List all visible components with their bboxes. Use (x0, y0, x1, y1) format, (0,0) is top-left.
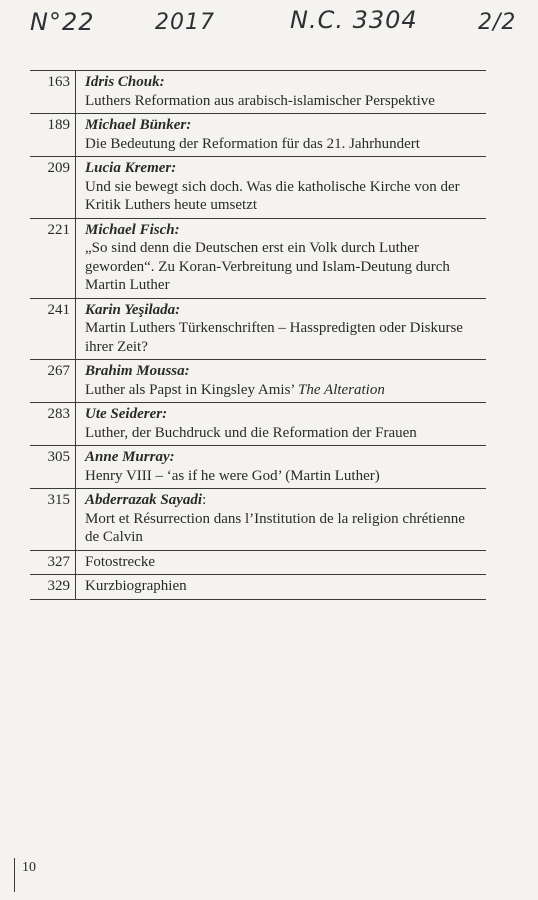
toc-page-number: 163 (30, 71, 76, 113)
toc-title: Kurzbiographien (85, 578, 187, 594)
page-number: 10 (22, 860, 36, 875)
toc-page-number: 315 (30, 489, 76, 550)
toc-entry (76, 219, 486, 298)
toc-title: Fotostrecke (85, 553, 155, 570)
toc-row (30, 551, 486, 576)
toc-title (85, 381, 478, 400)
toc-page-number: 327 (30, 551, 76, 575)
toc-page-number: 329 (30, 575, 76, 599)
toc-row (30, 299, 486, 361)
toc-entry (76, 446, 486, 488)
page-footer (14, 858, 36, 892)
toc-entry (76, 157, 486, 218)
toc-entry (76, 551, 486, 575)
toc-author: Ute Seiderer: (85, 406, 168, 422)
toc-row (30, 489, 486, 551)
handwritten-year: 2017 (155, 10, 215, 35)
toc-author: Lucia Kremer: (85, 160, 177, 176)
toc-title: Die Bedeutung der Reformation für das 21. Jahrhundert (85, 135, 420, 152)
toc-page-number: 283 (30, 403, 76, 445)
toc-row (30, 219, 486, 299)
toc-row (30, 446, 486, 489)
toc-page-number: 189 (30, 114, 76, 156)
toc-title: Luthers Reformation aus arabisch-islamischer Perspektive (85, 92, 435, 109)
toc-entry (76, 403, 486, 445)
toc-row (30, 114, 486, 157)
toc-title-work: The Alteration (298, 381, 385, 398)
handwritten-reference: N.C. 3304 (290, 6, 418, 34)
toc-page-number: 221 (30, 219, 76, 298)
toc-page-number: 305 (30, 446, 76, 488)
toc-author: Anne Murray: (85, 449, 175, 465)
toc-title: Mort et Résurrection dans l’Institution de la religion chrétienne de Calvin (85, 510, 465, 545)
toc-row (30, 403, 486, 446)
toc-row (30, 157, 486, 219)
toc-author: Idris Chouk: (85, 74, 165, 90)
toc-title: Und sie bewegt sich doch. Was die katholische Kirche von der Kritik Luthers heute umsetzt (85, 178, 460, 213)
toc-title: Henry VIII – ‘as if he were God’ (Martin Luther) (85, 467, 380, 484)
handwritten-notes (0, 4, 538, 44)
toc-entry (76, 489, 486, 550)
toc-page-number: 267 (30, 360, 76, 402)
toc-author-colon: : (202, 492, 207, 508)
toc-row (30, 71, 486, 114)
toc-row (30, 575, 486, 600)
toc-entry (76, 360, 486, 402)
toc-title: „So sind denn die Deutschen erst ein Volk durch Luther geworden“. Zu Koran-Verbreitung und Islam-Deutung durch Martin Luther (85, 240, 450, 293)
table-of-contents (30, 70, 486, 600)
handwritten-fraction: 2/2 (478, 10, 517, 35)
toc-entry (76, 299, 486, 360)
handwritten-number: N°22 (30, 8, 95, 36)
toc-entry (76, 114, 486, 156)
toc-author: Karin Yeşilada: (85, 301, 181, 318)
toc-title-text: Luther als Papst in Kingsley Amis’ (85, 381, 299, 398)
toc-title: Martin Luthers Türkenschriften – Hasspredigten oder Diskurse ihrer Zeit? (85, 320, 463, 355)
toc-row (30, 360, 486, 403)
toc-author (85, 491, 478, 510)
toc-author: Michael Fisch: (85, 221, 180, 238)
toc-entry (76, 71, 486, 113)
toc-author: Michael Bünker: (85, 117, 192, 133)
toc-entry (76, 575, 486, 599)
toc-page-number: 241 (30, 299, 76, 360)
toc-author-name: Abderrazak Sayadi (85, 492, 203, 508)
toc-page-number: 209 (30, 157, 76, 218)
toc-author: Brahim Moussa: (85, 363, 190, 379)
toc-title: Luther, der Buchdruck und die Reformation der Frauen (85, 424, 417, 441)
